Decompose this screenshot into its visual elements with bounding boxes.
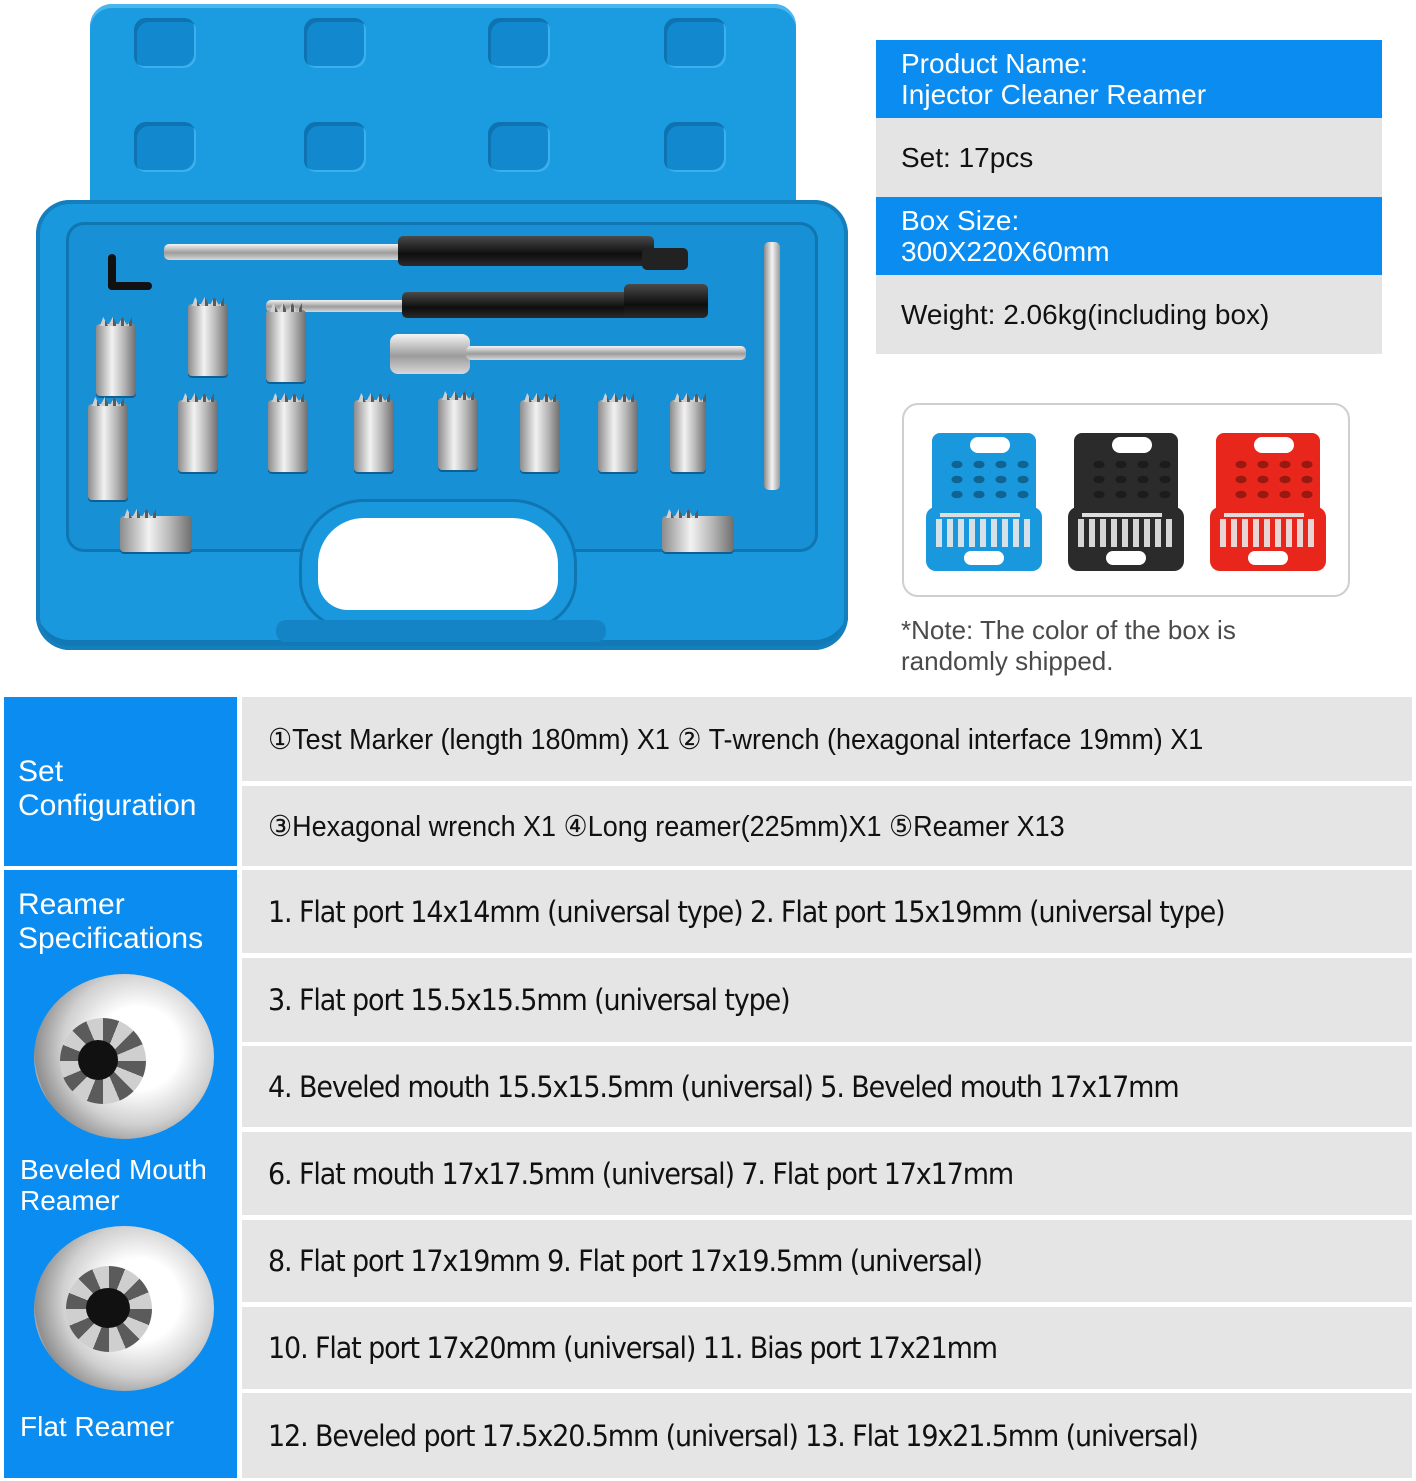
reamer-spec-text: 8. Flat port 17x19mm 9. Flat port 17x19.5mm (universal) [268, 1244, 982, 1278]
reamer [598, 400, 638, 472]
mini-pockets [1088, 457, 1176, 503]
case-handle [318, 518, 558, 610]
reamer [670, 400, 706, 472]
mini-reamers [1220, 519, 1316, 547]
mini-tool [1224, 513, 1304, 517]
reamer-bore [86, 1288, 130, 1328]
set-configuration-header [4, 697, 237, 866]
long-reamer-head [624, 284, 708, 318]
reamer [178, 400, 218, 472]
mini-handle [964, 551, 1004, 565]
mini-pockets [1230, 457, 1318, 503]
reamer [120, 516, 192, 552]
set-config-text: ①Test Marker (length 180mm) X1 ② T-wrench (hexagonal interface 19mm) X1 [268, 723, 1204, 756]
mini-tool [1082, 513, 1162, 517]
product-name-value: Injector Cleaner Reamer [901, 79, 1207, 110]
reamer [520, 400, 560, 472]
reamer-spec-text: 3. Flat port 15.5x15.5mm (universal type) [268, 983, 790, 1017]
reamer [662, 516, 734, 552]
color-variants-box [902, 403, 1350, 597]
mini-tool [940, 513, 1020, 517]
case-variant-blue [926, 433, 1042, 573]
reamer-specifications-header [4, 870, 237, 1478]
long-reamer-handle [402, 292, 654, 318]
test-marker-handle [398, 236, 654, 266]
mini-handle [1248, 551, 1288, 565]
lid-pocket [134, 18, 196, 68]
set-config-text: ③Hexagonal wrench X1 ④Long reamer(225mm)X1 ⑤Reamer X13 [268, 810, 1065, 843]
beveled-reamer-caption: Beveled Mouth Reamer [20, 1154, 207, 1216]
product-name-row [876, 40, 1382, 118]
product-name-label: Product Name: [901, 48, 1088, 79]
reamer-bore [78, 1040, 118, 1080]
set-count-row [876, 118, 1382, 197]
product-info-panel [876, 40, 1382, 354]
mini-reamers [1078, 519, 1174, 547]
test-marker-shaft [164, 244, 404, 260]
lid-pocket [664, 18, 726, 68]
spec-table [0, 697, 1416, 1481]
reamer-spec-row [242, 1307, 1412, 1389]
t-wrench-crossbar [764, 242, 780, 490]
mini-lid [932, 433, 1036, 513]
beveled-reamer-icon [34, 974, 214, 1139]
set-config-row [242, 786, 1412, 866]
case-variant-red [1210, 433, 1326, 573]
lid-pocket [664, 122, 726, 172]
set-count-label: Set: [901, 142, 951, 173]
box-size-row [876, 197, 1382, 275]
case-variant-black [1068, 433, 1184, 573]
flat-reamer-caption: Flat Reamer [20, 1411, 175, 1442]
box-size-label: Box Size: [901, 205, 1020, 236]
reamer [268, 400, 308, 472]
mini-lid [1074, 433, 1178, 513]
reamer-spec-text: 6. Flat mouth 17x17.5mm (universal) 7. Flat port 17x17mm [268, 1156, 1014, 1191]
hex-wrench-arm [108, 282, 152, 290]
weight-value: 2.06kg(including box) [1003, 299, 1270, 330]
reamer-spec-text: 1. Flat port 14x14mm (universal type) 2. Flat port 15x19mm (universal type) [268, 894, 1225, 929]
reamer-spec-text: 4. Beveled mouth 15.5x15.5mm (universal) 5. Beveled mouth 17x17mm [268, 1069, 1179, 1104]
t-wrench-socket [390, 334, 470, 374]
mini-lid [1216, 433, 1320, 513]
reamer-spec-text: 12. Beveled port 17.5x20.5mm (universal) 13. Flat 19x21.5mm (universal) [268, 1418, 1198, 1453]
reamer [354, 400, 394, 472]
tray-foam-insert [66, 222, 818, 552]
set-config-row [242, 697, 1412, 781]
t-wrench-shaft [466, 346, 746, 360]
weight-label: Weight: [901, 299, 996, 330]
mini-handle [1106, 551, 1146, 565]
mini-grip [970, 437, 1010, 453]
product-photo-tool-case [30, 0, 860, 660]
reamer-spec-row [242, 1393, 1412, 1478]
set-count-value: 17pcs [958, 142, 1034, 173]
mini-grip [1254, 437, 1294, 453]
reamer [266, 310, 306, 382]
reamer-spec-row [242, 1132, 1412, 1215]
reamer-specifications-title: Reamer Specifications [18, 888, 204, 955]
box-size-value: 300X220X60mm [901, 236, 1110, 267]
lid-pocket [488, 122, 550, 172]
color-note: *Note: The color of the box is randomly shipped. [901, 615, 1236, 676]
reamer-spec-row [242, 870, 1412, 953]
lid-pocket [304, 18, 366, 68]
flat-reamer-icon [34, 1226, 214, 1391]
mini-grip [1112, 437, 1152, 453]
reamer [88, 404, 128, 500]
test-marker-tip [642, 248, 688, 270]
lid-pocket [304, 122, 366, 172]
reamer-spec-text: 10. Flat port 17x20mm (universal) 11. Bias port 17x21mm [268, 1331, 997, 1365]
reamer-spec-row [242, 1046, 1412, 1127]
reamer [96, 324, 136, 396]
reamer [438, 398, 478, 470]
case-handle-base [276, 620, 606, 642]
mini-reamers [936, 519, 1032, 547]
lid-pocket [134, 122, 196, 172]
reamer-spec-row [242, 958, 1412, 1042]
reamer-spec-row [242, 1220, 1412, 1302]
weight-row [876, 275, 1382, 354]
lid-pocket [488, 18, 550, 68]
mini-pockets [946, 457, 1034, 503]
set-configuration-title: Set Configuration [18, 755, 197, 822]
reamer [188, 304, 228, 376]
